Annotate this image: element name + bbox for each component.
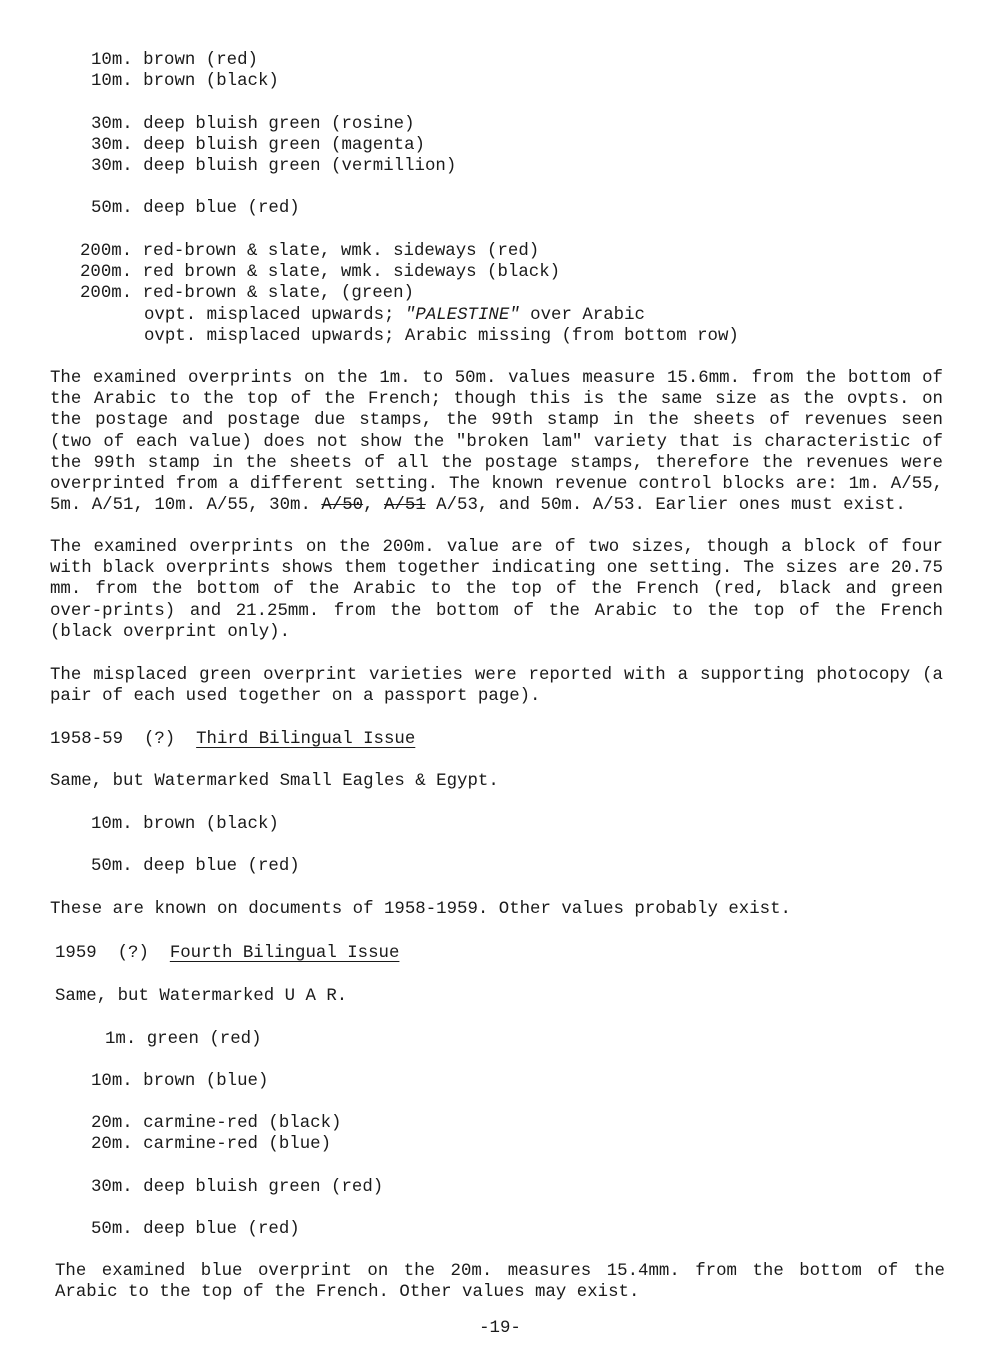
list-item: 30m. deep bluish green (magenta) [91, 136, 425, 155]
variety-note: ovpt. misplaced upwards; Arabic missing (from bottom row) [144, 327, 739, 346]
list-item: 1m. green (red) [105, 1030, 262, 1049]
list-item: 10m. brown (black) [91, 815, 279, 834]
list-item: 30m. deep bluish green (vermillion) [91, 157, 457, 176]
list-item: 10m. brown (blue) [91, 1072, 269, 1091]
issue-description: Same, but Watermarked U A R. [55, 987, 348, 1006]
paragraph-text: The examined overprints on the 1m. to 50m. values measure 15.6mm. from the bottom of the Arabic to the top of the French; though this is the same size as the ovpts. on the postage and postage due stamps, the 99th stamp in the sheets of revenues seen (two of each value) does not show the "broken lam" variety that is characteristic of the 99th stamp in the sheets of all the postage stamps, therefore the revenues were overprinted from a different setting. The known revenue control blocks are: 1m. A/55, 5m. A/51, 10m. A/55, 30m. [50, 369, 943, 516]
paragraph-misplaced-varieties: The misplaced green overprint varieties were reported with a supporting photocopy (a pair of each used together on a passport page). [50, 666, 943, 707]
list-item: 30m. deep bluish green (rosine) [91, 115, 415, 134]
list-item: 200m. red-brown & slate, (green) [80, 284, 414, 303]
variety-note [144, 305, 645, 326]
list-item: 50m. deep blue (red) [91, 857, 300, 876]
list-item: 30m. deep bluish green (red) [91, 1178, 384, 1197]
paragraph-overprints-1m-50m [50, 368, 943, 516]
issue-query: (?) [117, 944, 149, 963]
issue-title: Fourth Bilingual Issue [169, 944, 400, 963]
list-item: 10m. brown (black) [91, 72, 279, 91]
variety-text: over Arabic [519, 306, 645, 325]
list-item: 50m. deep blue (red) [91, 1220, 300, 1239]
list-item: 20m. carmine-red (blue) [91, 1135, 332, 1154]
issue-query: (?) [143, 730, 176, 749]
paragraph-text: , [363, 496, 384, 516]
list-item: 200m. red brown & slate, wmk. sideways (black) [80, 263, 561, 282]
list-item: 200m. red-brown & slate, wmk. sideways (red) [80, 242, 540, 261]
section-heading-fourth-issue [55, 943, 399, 964]
struck-control-block: A/51 [383, 496, 426, 516]
issue-title: Third Bilingual Issue [196, 730, 416, 749]
page-number: -19- [479, 1319, 521, 1338]
issue-date: 1959 [55, 944, 97, 963]
variety-text: ovpt. misplaced upwards; [144, 306, 405, 325]
issue-date: 1958-59 [50, 730, 124, 749]
list-item: 10m. brown (red) [91, 51, 258, 70]
struck-control-block: A/50 [321, 496, 364, 516]
issue-note: These are known on documents of 1958-1959. Other values probably exist. [50, 900, 791, 919]
paragraph-text: A/53, and 50m. A/53. Earlier ones must exist. [425, 496, 906, 516]
list-item: 20m. carmine-red (black) [91, 1114, 342, 1133]
issue-description: Same, but Watermarked Small Eagles & Egypt. [50, 772, 499, 791]
list-item: 50m. deep blue (red) [91, 199, 300, 218]
issue-note: The examined blue overprint on the 20m. measures 15.4mm. from the bottom of the Arabic to the top of the French. Other values may exist. [55, 1262, 945, 1303]
paragraph-overprints-200m: The examined overprints on the 200m. value are of two sizes, though a block of four with black overprints shows them together indicating one setting. The sizes are 20.75 mm. from the bottom of the Arabic to the top of the French (red, black and green over-prints) and 21.25mm. from the bottom of the Arabic to the top of the French (black overprint only). [50, 538, 943, 642]
palestine-word: "PALESTINE" [404, 306, 520, 325]
section-heading-third-issue [50, 729, 415, 750]
